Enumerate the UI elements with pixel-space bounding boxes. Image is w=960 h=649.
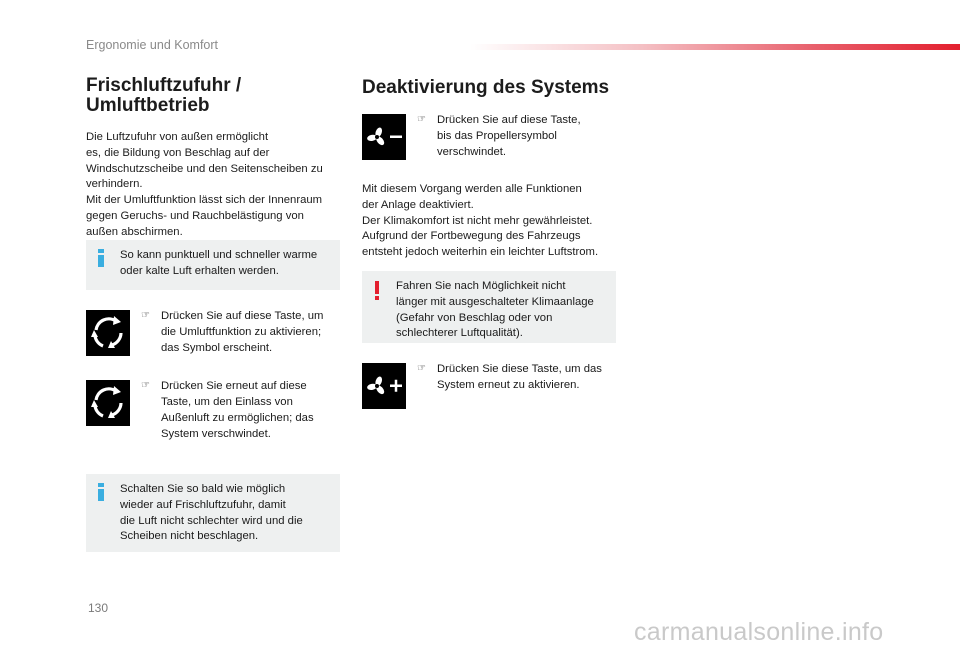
info-box bbox=[86, 240, 340, 290]
section-title: Ergonomie und Komfort bbox=[86, 38, 219, 52]
deactivation-paragraph bbox=[362, 182, 632, 261]
text-line: schlechterer Luftqualität). bbox=[396, 327, 523, 340]
info-icon bbox=[98, 483, 106, 502]
text-line: Mit diesem Vorgang werden alle Funktionen bbox=[362, 183, 582, 195]
intro-paragraph bbox=[86, 130, 346, 241]
text-line: bis das Propellersymbol bbox=[437, 130, 557, 142]
warning-icon bbox=[374, 281, 382, 301]
header-accent-bar bbox=[470, 44, 960, 50]
text-line: Drücken Sie auf diese Taste, um bbox=[161, 310, 324, 322]
fan-plus-icon bbox=[362, 363, 406, 409]
warning-box bbox=[362, 271, 616, 343]
finger-pointer-icon: ☞ bbox=[417, 114, 426, 125]
finger-pointer-icon: ☞ bbox=[141, 380, 150, 391]
step-deactivate-recirculation bbox=[141, 378, 346, 442]
text-line: länger mit ausgeschalteter Klimaanlage bbox=[396, 295, 594, 308]
recirculation-icon bbox=[86, 310, 130, 356]
page-number: 130 bbox=[88, 601, 109, 615]
watermark: carmanualsonline.info bbox=[634, 618, 884, 646]
heading-line: Frischluftzufuhr / bbox=[86, 75, 242, 96]
text-line: Die Luftzufuhr von außen ermöglicht bbox=[86, 131, 269, 143]
info-icon bbox=[98, 249, 106, 268]
text-line: Der Klimakomfort ist nicht mehr gewährleistet. bbox=[362, 214, 593, 227]
text-line: System verschwindet. bbox=[161, 428, 271, 440]
fan-minus-icon bbox=[362, 114, 406, 160]
text-line: oder kalte Luft erhalten werden. bbox=[120, 264, 279, 277]
finger-pointer-icon: ☞ bbox=[417, 363, 426, 374]
text-line: außen abschirmen. bbox=[86, 225, 183, 238]
text-line: das Symbol erscheint. bbox=[161, 342, 273, 354]
heading-fresh-air-recirculation bbox=[86, 76, 346, 116]
text-line: Schalten Sie so bald wie möglich bbox=[120, 483, 286, 495]
text-line: gegen Geruchs- und Rauchbelästigung von bbox=[86, 209, 304, 222]
step-reactivate-system bbox=[417, 361, 617, 393]
text-line: Drücken Sie diese Taste, um das bbox=[437, 363, 602, 375]
text-line: Drücken Sie erneut auf diese bbox=[161, 380, 307, 392]
text-line: der Anlage deaktiviert. bbox=[362, 198, 474, 211]
text-line: Drücken Sie auf diese Taste, bbox=[437, 114, 581, 126]
heading-line: Umluftbetrieb bbox=[86, 95, 210, 116]
info-box bbox=[86, 474, 340, 552]
text-line: System erneut zu aktivieren. bbox=[437, 379, 580, 391]
recirculation-icon bbox=[86, 380, 130, 426]
text-line: (Gefahr von Beschlag oder von bbox=[396, 311, 553, 324]
text-line: Außenluft zu ermöglichen; das bbox=[161, 412, 314, 424]
text-line: Fahren Sie nach Möglichkeit nicht bbox=[396, 280, 566, 292]
text-line: es, die Bildung von Beschlag auf der bbox=[86, 146, 270, 159]
finger-pointer-icon: ☞ bbox=[141, 310, 150, 321]
text-line: Scheiben nicht beschlagen. bbox=[120, 530, 259, 543]
text-line: So kann punktuell und schneller warme bbox=[120, 249, 318, 261]
step-deactivate-system bbox=[417, 112, 607, 160]
text-line: die Umluftfunktion zu aktivieren; bbox=[161, 326, 322, 338]
text-line: Windschutzscheibe und den Seitenscheiben zu bbox=[86, 162, 323, 175]
text-line: entsteht jedoch weiterhin ein leichter Luftstrom. bbox=[362, 246, 599, 259]
text-line: Mit der Umluftfunktion lässt sich der Innenraum bbox=[86, 194, 323, 207]
text-line: wieder auf Frischluftzufuhr, damit bbox=[120, 498, 286, 511]
heading-system-deactivation: Deaktivierung des Systems bbox=[362, 77, 610, 98]
text-line: verhindern. bbox=[86, 178, 143, 191]
text-line: die Luft nicht schlechter wird und die bbox=[120, 514, 303, 527]
fan-minus-button-image bbox=[362, 114, 406, 160]
recirculation-button-image bbox=[86, 380, 130, 426]
text-line: Aufgrund der Fortbewegung des Fahrzeugs bbox=[362, 230, 581, 243]
step-activate-recirculation bbox=[141, 308, 346, 356]
fan-plus-button-image bbox=[362, 363, 406, 409]
text-line: verschwindet. bbox=[437, 146, 507, 158]
text-line: Taste, um den Einlass von bbox=[161, 396, 293, 408]
recirculation-button-image bbox=[86, 310, 130, 356]
